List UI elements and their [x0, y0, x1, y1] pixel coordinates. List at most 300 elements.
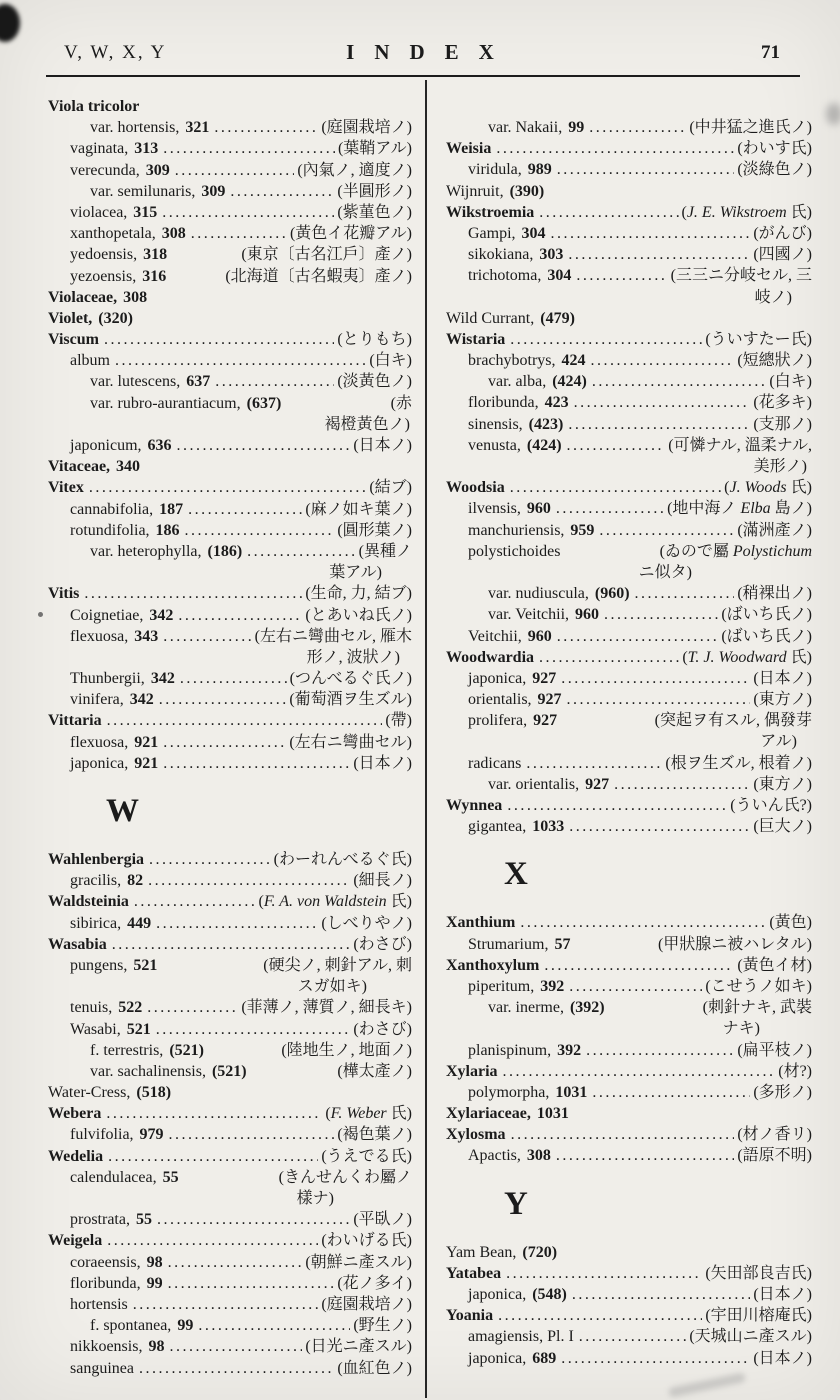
- entry-annotation: [682, 647, 812, 668]
- entry-page-number: 342: [150, 670, 175, 688]
- dot-leader: [178, 605, 302, 626]
- annotation-text: (半圓形ノ): [337, 182, 412, 200]
- index-entry: [446, 520, 812, 541]
- annotation-text: 氏): [386, 1105, 412, 1123]
- dot-leader: [191, 223, 287, 244]
- dot-leader: [561, 668, 750, 689]
- entry-annotation: [321, 913, 412, 934]
- annotation-text: ナキ): [722, 1020, 760, 1038]
- entry-continuation: [48, 1188, 412, 1209]
- dot-leader: [498, 1305, 702, 1326]
- index-entry: [48, 244, 412, 265]
- index-entry: [446, 689, 812, 710]
- entry-page-number: (423): [528, 415, 564, 433]
- entry-name: Xanthoxylum: [446, 956, 540, 974]
- entry-annotation: [241, 997, 412, 1018]
- index-entry: [48, 499, 412, 520]
- entry-annotation: [391, 393, 412, 414]
- entry-page-number: 187: [159, 500, 184, 518]
- entry-name: gracilis,: [70, 872, 122, 890]
- annotation-text: スガ如キ): [297, 978, 367, 996]
- dot-leader: [576, 265, 667, 286]
- dot-leader: [107, 710, 383, 731]
- annotation-text: 岐ノ): [754, 288, 792, 306]
- entry-annotation: [353, 1019, 412, 1040]
- entry-annotation: [668, 435, 812, 456]
- entry-annotation: [241, 244, 412, 265]
- index-entry: [446, 1061, 812, 1082]
- entry-name: Weisia: [446, 140, 492, 158]
- entry-name: Wild Currant,: [446, 309, 535, 327]
- entry-annotation: [705, 329, 812, 350]
- annotation-text: (圓形葉ノ): [337, 521, 412, 539]
- index-entry: [48, 138, 412, 159]
- annotation-text: (わーれんべるぐ氏): [273, 851, 412, 868]
- dot-leader: [506, 1263, 702, 1284]
- entry-page-number: (392): [569, 999, 605, 1017]
- entry-name: Vitis: [48, 585, 80, 603]
- entry-name: yedoensis,: [70, 246, 138, 264]
- annotation-text: (扁平枝ノ): [737, 1041, 812, 1059]
- dot-leader: [586, 1040, 734, 1061]
- entry-page-number: 1031: [555, 1083, 588, 1101]
- entry-annotation: [353, 435, 412, 456]
- entry-name: hortensis: [70, 1295, 128, 1313]
- entry-page-number: (960): [594, 585, 630, 603]
- entry-name: gigantea,: [468, 818, 527, 836]
- index-entry: [446, 414, 812, 435]
- entry-annotation: [703, 997, 812, 1018]
- entry-page-number: (390): [509, 182, 545, 200]
- entry-page-number: 342: [149, 606, 174, 624]
- index-entry: [48, 710, 412, 731]
- entry-name: Viscum: [48, 331, 99, 349]
- entry-annotation: [290, 223, 412, 244]
- dot-leader: [108, 1146, 318, 1167]
- index-entry: [48, 1019, 412, 1040]
- entry-page-number: 316: [142, 267, 167, 285]
- index-entry: [446, 371, 812, 392]
- entry-annotation: [665, 753, 812, 774]
- index-entry: [446, 583, 812, 604]
- entry-annotation: [337, 1124, 412, 1145]
- entry-annotation: [737, 520, 812, 541]
- entry-annotation: [769, 371, 812, 392]
- index-entry: [446, 816, 812, 837]
- entry-page-number: 392: [557, 1041, 582, 1059]
- entry-annotation: [769, 912, 812, 933]
- annotation-text: 氏): [786, 203, 812, 221]
- annotation-text: (左右ニ彎曲セル): [289, 733, 412, 751]
- annotation-text: (四國ノ): [753, 246, 812, 264]
- entry-annotation: [385, 710, 412, 731]
- entry-annotation: [658, 934, 812, 955]
- dot-leader: [604, 604, 718, 625]
- annotation-text: (材ノ香リ): [737, 1126, 812, 1144]
- index-entry: [446, 753, 812, 774]
- entry-name: vinifera,: [70, 691, 124, 709]
- dot-leader: [134, 891, 256, 912]
- dot-leader: [115, 350, 366, 371]
- index-entry: [48, 371, 412, 392]
- entry-name: viridula,: [468, 161, 522, 179]
- entry-name: Wahlenbergia: [48, 851, 145, 868]
- entry-name: floribunda,: [70, 1274, 141, 1292]
- entry-name: var. orientalis,: [488, 775, 580, 793]
- annotation-text: (三三ニ分岐セル, 三: [670, 267, 812, 285]
- entry-page-number: (521): [211, 1062, 247, 1080]
- entry-page-number: (186): [207, 542, 243, 560]
- index-entry: [48, 689, 412, 710]
- index-entry: [446, 1305, 812, 1326]
- entry-name: Water-Cress,: [48, 1084, 131, 1102]
- annotation-text: (多形ノ): [753, 1083, 812, 1101]
- entry-name: Wasabi,: [70, 1020, 121, 1038]
- entry-name: sikokiana,: [468, 246, 534, 264]
- entry-annotation: [753, 689, 812, 710]
- entry-page-number: 522: [118, 999, 143, 1017]
- entry-annotation: [297, 1188, 334, 1209]
- dot-leader: [567, 435, 666, 456]
- index-entry: [446, 477, 812, 498]
- entry-name: var. Veitchii,: [488, 606, 570, 624]
- entry-name: Gampi,: [468, 224, 516, 242]
- dot-leader: [568, 244, 750, 265]
- annotation-text: (帶): [385, 712, 412, 730]
- dot-leader: [149, 849, 271, 870]
- entry-page-number: 309: [201, 182, 226, 200]
- dot-leader: [112, 934, 351, 955]
- entry-annotation: [755, 287, 792, 308]
- entry-name: orientalis,: [468, 691, 532, 709]
- entry-continuation: [446, 731, 812, 752]
- entry-page-number: 927: [533, 712, 558, 730]
- annotation-text: (褐色葉ノ): [337, 1126, 412, 1144]
- dot-leader: [180, 668, 287, 689]
- entry-annotation: [305, 1252, 412, 1273]
- entry-page-number: 308: [123, 288, 148, 306]
- section-heading-x: X: [504, 856, 528, 893]
- entry-name: japonica,: [468, 1349, 527, 1367]
- annotation-text: (わいす氏): [737, 140, 812, 158]
- entry-annotation: [753, 1348, 812, 1369]
- entry-continuation: [446, 456, 812, 477]
- entry-page-number: 98: [146, 1253, 163, 1271]
- left-column: [48, 90, 412, 1379]
- index-entry: [446, 392, 812, 413]
- index-entry: [48, 997, 412, 1018]
- dot-leader: [84, 583, 302, 604]
- annotation-text: (: [325, 1105, 331, 1123]
- entry-page-number: 340: [116, 458, 141, 476]
- index-entry: [446, 1145, 812, 1166]
- index-entry: [48, 1061, 412, 1082]
- annotation-text: (宇田川榕庵氏): [705, 1307, 812, 1325]
- header-section-label: V, W, X, Y: [64, 42, 167, 63]
- dot-leader: [510, 477, 721, 498]
- entry-page-number: 449: [127, 914, 152, 932]
- entry-page-number: 989: [527, 161, 552, 179]
- annotation-text: (稍裸出ノ): [737, 585, 812, 603]
- entry-name: Strumarium,: [468, 935, 549, 953]
- dot-leader: [539, 647, 679, 668]
- annotation-text: (東方ノ): [753, 691, 812, 709]
- index-entry: [446, 308, 812, 329]
- index-entry: [446, 668, 812, 689]
- dot-leader: [503, 1061, 776, 1082]
- entry-name: amagiensis, Pl. I: [468, 1328, 574, 1346]
- entry-page-number: 342: [129, 691, 154, 709]
- annotation-text: (: [258, 893, 264, 911]
- annotation-text: (東京〔古名江戶〕產ノ): [241, 246, 412, 264]
- annotation-text: (北海道〔古名蝦夷〕產ノ): [225, 267, 412, 285]
- entry-annotation: [297, 160, 412, 181]
- annotation-text: (東方ノ): [753, 775, 812, 793]
- entry-annotation: [337, 1061, 412, 1082]
- entry-annotation: [760, 731, 797, 752]
- annotation-latin-text: F. A. von Waldstein: [263, 893, 387, 911]
- dot-leader: [599, 520, 734, 541]
- entry-name: Violet,: [48, 309, 93, 327]
- entry-annotation: [338, 138, 412, 159]
- entry-page-number: 343: [134, 627, 159, 645]
- index-entry: [446, 181, 812, 202]
- entry-page-number: 99: [177, 1317, 194, 1335]
- entry-annotation: [255, 626, 412, 647]
- entry-name: var. heterophylla,: [90, 542, 202, 560]
- dot-leader: [139, 1358, 334, 1379]
- entry-name: xanthopetala,: [70, 225, 156, 243]
- entry-annotation: [753, 1284, 812, 1305]
- scan-artifact-corner-blob: [0, 4, 20, 42]
- annotation-text: (わいげる氏): [321, 1232, 412, 1250]
- entry-page-number: 309: [145, 161, 170, 179]
- index-entry: [48, 668, 412, 689]
- annotation-latin-text: T. J. Woodward: [687, 648, 787, 666]
- entry-page-number: 960: [526, 500, 551, 518]
- index-entry: [48, 1358, 412, 1379]
- entry-name: japonica,: [70, 754, 129, 772]
- index-entry: [446, 912, 812, 933]
- entry-annotation: [721, 604, 812, 625]
- entry-annotation: [753, 244, 812, 265]
- dot-leader: [614, 774, 750, 795]
- entry-annotation: [359, 541, 412, 562]
- annotation-text: (血紅色ノ): [337, 1359, 412, 1377]
- index-entry: [446, 1348, 812, 1369]
- dot-leader: [162, 202, 334, 223]
- entry-name: vaginata,: [70, 140, 129, 158]
- annotation-text: (ばいち氏ノ): [721, 627, 812, 645]
- entry-page-number: 303: [539, 246, 564, 264]
- annotation-text: (可憐ナル, 溫柔ナル,: [668, 436, 812, 454]
- index-entry: [48, 477, 412, 498]
- index-entry: [446, 934, 812, 955]
- index-entry: [48, 1336, 412, 1357]
- index-entry: [446, 795, 812, 816]
- annotation-text: (赤: [390, 394, 412, 412]
- entry-page-number: 424: [561, 352, 586, 370]
- entry-annotation: [671, 265, 812, 286]
- annotation-text: (材?): [778, 1062, 812, 1080]
- index-entry: [48, 393, 412, 414]
- dot-leader: [107, 1230, 318, 1251]
- dot-leader: [567, 689, 751, 710]
- annotation-text: (日本ノ): [353, 437, 412, 454]
- index-entry: [48, 934, 412, 955]
- index-entry: [446, 626, 812, 647]
- entry-name: f. terrestris,: [90, 1041, 164, 1059]
- dot-leader: [185, 520, 335, 541]
- entry-page-number: 521: [126, 1020, 151, 1038]
- index-entry: [446, 997, 812, 1018]
- entry-page-number: 637: [186, 373, 211, 391]
- index-entry: [48, 913, 412, 934]
- annotation-text: (黃色イ材): [737, 956, 812, 974]
- index-entry: [48, 160, 412, 181]
- entry-page-number: 979: [139, 1126, 164, 1144]
- annotation-text: (異種ノ: [358, 542, 412, 560]
- entry-page-number: (720): [522, 1243, 558, 1261]
- entry-name: Vitex: [48, 479, 84, 497]
- annotation-text: (短總狀ノ): [737, 352, 812, 370]
- entry-name: Coignetiae,: [70, 606, 144, 624]
- index-entry: [48, 605, 412, 626]
- index-entry: [48, 266, 412, 287]
- page-number: 71: [761, 42, 780, 63]
- entry-name: venusta,: [468, 436, 521, 454]
- index-entry: [48, 541, 412, 562]
- entry-name: Xylosma: [446, 1126, 506, 1144]
- index-entry: [446, 159, 812, 180]
- entry-annotation: [753, 816, 812, 837]
- entry-name: Wijnruit,: [446, 182, 504, 200]
- index-entry: [48, 181, 412, 202]
- entry-annotation: [353, 870, 412, 891]
- entry-annotation: [655, 710, 812, 731]
- annotation-text: (矢田部良吉氏): [705, 1264, 812, 1282]
- entry-name: Waldsteinia: [48, 893, 129, 911]
- entry-name: rotundifolia,: [70, 521, 150, 539]
- annotation-text: (しべりやノ): [321, 914, 412, 932]
- entry-annotation: [305, 605, 412, 626]
- index-entry: [446, 1242, 812, 1263]
- annotation-text: 葉アル): [329, 564, 382, 582]
- index-entry: [446, 265, 812, 286]
- entry-page-number: 636: [147, 437, 172, 454]
- entry-page-number: 99: [146, 1274, 163, 1292]
- entry-annotation: [705, 1263, 812, 1284]
- dot-leader: [539, 202, 678, 223]
- index-entry: [446, 710, 812, 731]
- annotation-text: (ういすたー氏): [705, 330, 812, 348]
- entry-page-number: 98: [148, 1338, 165, 1356]
- dot-leader: [163, 626, 251, 647]
- index-entry: [446, 1284, 812, 1305]
- entry-page-number: (424): [526, 436, 562, 454]
- entry-page-number: (518): [136, 1084, 172, 1102]
- dot-leader: [635, 583, 735, 604]
- entry-page-number: 921: [134, 754, 159, 772]
- annotation-text: (葡萄酒ヲ生ズル): [289, 691, 412, 709]
- annotation-text: (平臥ノ): [353, 1211, 412, 1229]
- annotation-text: (: [682, 648, 688, 666]
- entry-annotation: [369, 477, 412, 498]
- column-divider: [425, 80, 427, 1398]
- annotation-text: (わさび): [353, 935, 412, 953]
- entry-name: prostrata,: [70, 1211, 130, 1229]
- entry-name: japonica,: [468, 669, 527, 687]
- entry-name: Yoania: [446, 1307, 494, 1325]
- entry-annotation: [753, 668, 812, 689]
- entry-name: Wasabia: [48, 935, 107, 953]
- entry-annotation: [305, 583, 412, 604]
- index-entry: [446, 244, 812, 265]
- entry-name: floribunda,: [468, 394, 539, 412]
- index-entry: [48, 456, 412, 477]
- annotation-text: (白キ): [369, 352, 412, 370]
- entry-continuation: [48, 647, 412, 668]
- annotation-text: (語原不明): [737, 1147, 812, 1165]
- entry-name: ilvensis,: [468, 500, 521, 518]
- right-column: [446, 90, 812, 1369]
- index-entry: [48, 849, 412, 870]
- entry-annotation: [737, 350, 812, 371]
- dot-leader: [148, 870, 350, 891]
- index-entry: [48, 626, 412, 647]
- entry-annotation: [337, 202, 412, 223]
- entry-name: var. Nakaii,: [488, 119, 563, 136]
- annotation-text: (野生ノ): [353, 1317, 412, 1335]
- entry-name: fulvifolia,: [70, 1126, 134, 1144]
- index-entry: [446, 1103, 812, 1124]
- index-entry: [48, 202, 412, 223]
- entry-annotation: [325, 414, 410, 435]
- annotation-text: 形ノ, 波狀ノ): [306, 648, 400, 666]
- entry-page-number: 304: [547, 267, 572, 285]
- annotation-text: (日本ノ): [753, 1349, 812, 1367]
- annotation-text: (刺針ナキ, 武裝: [702, 999, 812, 1017]
- dot-leader: [247, 541, 355, 562]
- annotation-text: (とりもち): [337, 331, 412, 349]
- entry-page-number: 57: [554, 935, 571, 953]
- entry-name: Wynnea: [446, 797, 503, 814]
- entry-name: var. hortensis,: [90, 119, 180, 137]
- entry-name: album: [70, 352, 110, 370]
- index-entry: [48, 520, 412, 541]
- index-entry: [48, 1230, 412, 1251]
- dot-leader: [89, 477, 366, 498]
- dot-leader: [507, 795, 727, 816]
- annotation-text: (庭園栽培ノ): [321, 119, 412, 137]
- annotation-text: (ばいち氏ノ): [721, 606, 812, 624]
- index-entry: [446, 1082, 812, 1103]
- dot-leader: [572, 1284, 750, 1305]
- dot-leader: [159, 689, 287, 710]
- entry-annotation: [753, 392, 812, 413]
- entry-annotation: [667, 498, 812, 519]
- entry-annotation: [737, 955, 812, 976]
- entry-annotation: [639, 562, 692, 583]
- index-entry: [48, 435, 412, 456]
- scan-artifact-bottom-streak: [668, 1372, 746, 1398]
- entry-page-number: 308: [161, 225, 186, 243]
- entry-annotation: [737, 1124, 812, 1145]
- index-entry: [48, 870, 412, 891]
- index-entry: [48, 1273, 412, 1294]
- annotation-text: (黃色イ花瓣アル): [289, 225, 412, 243]
- annotation-text: (支那ノ): [753, 415, 812, 433]
